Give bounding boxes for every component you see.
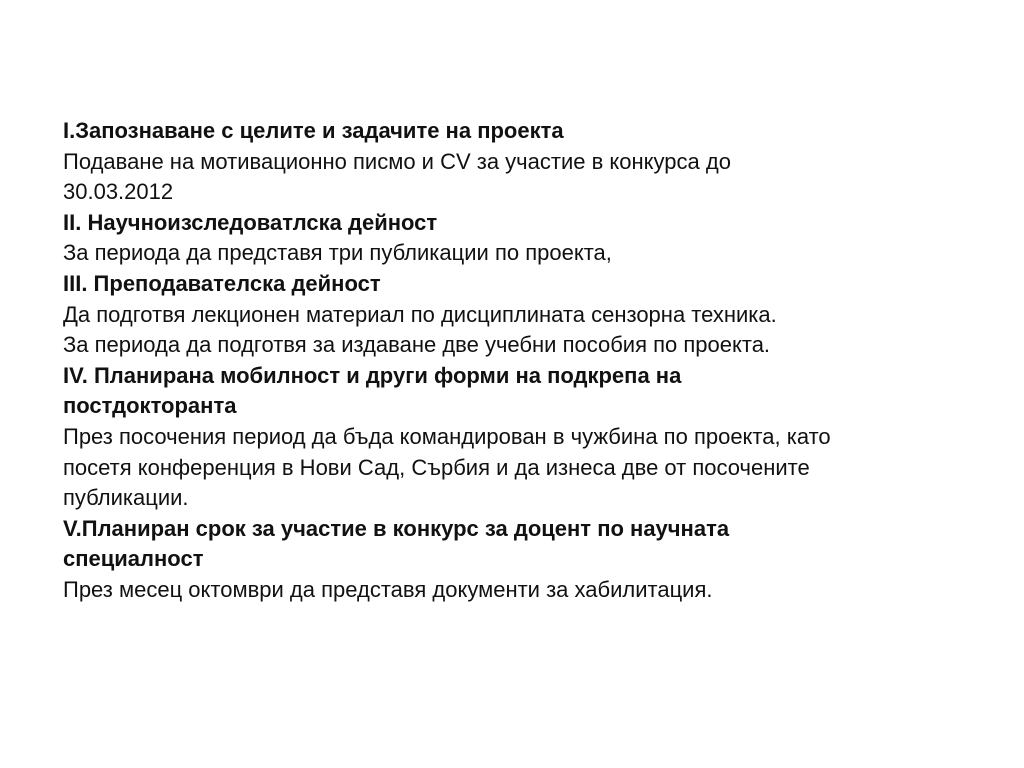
- section-4-text-line: публикации.: [63, 485, 189, 511]
- section-4-heading: постдокторанта: [63, 393, 237, 419]
- section-3-text-line: За периода да подготвя за издаване две учебни пособия по проекта.: [63, 332, 771, 358]
- section-1-text-line: Подаване на мотивационно писмо и CV за участие в конкурса до: [63, 148, 731, 174]
- section-5-heading: специалност: [63, 546, 204, 572]
- section-4-text-line: посетя конференция в Нови Сад, Сърбия и да изнеса две от посочените: [63, 454, 810, 480]
- section-2-heading: II. Научноизследоватлска дейност: [63, 209, 438, 235]
- section-3-heading: III. Преподавателска дейност: [63, 270, 381, 296]
- section-4-heading: IV. Планирана мобилност и други форми на подкрепа на: [63, 362, 682, 388]
- section-1-text-line: 30.03.2012: [63, 179, 174, 205]
- section-2-text-line: За периода да представя три публикации по проекта,: [63, 240, 612, 266]
- section-1-heading: I.Запознаване с целите и задачите на проекта: [63, 118, 564, 143]
- section-5-heading: V.Планиран срок за участие в конкурс за доцент по научната: [63, 515, 730, 541]
- section-5-text-line: През месец октомври да представя документи за хабилитация.: [63, 576, 713, 602]
- section-4-text-line: През посочения период да бъда командирован в чужбина по проекта, като: [63, 423, 831, 449]
- slide-body: [63, 116, 993, 606]
- section-3-text-line: Да подготвя лекционен материал по дисциплината сензорна техника.: [63, 301, 777, 327]
